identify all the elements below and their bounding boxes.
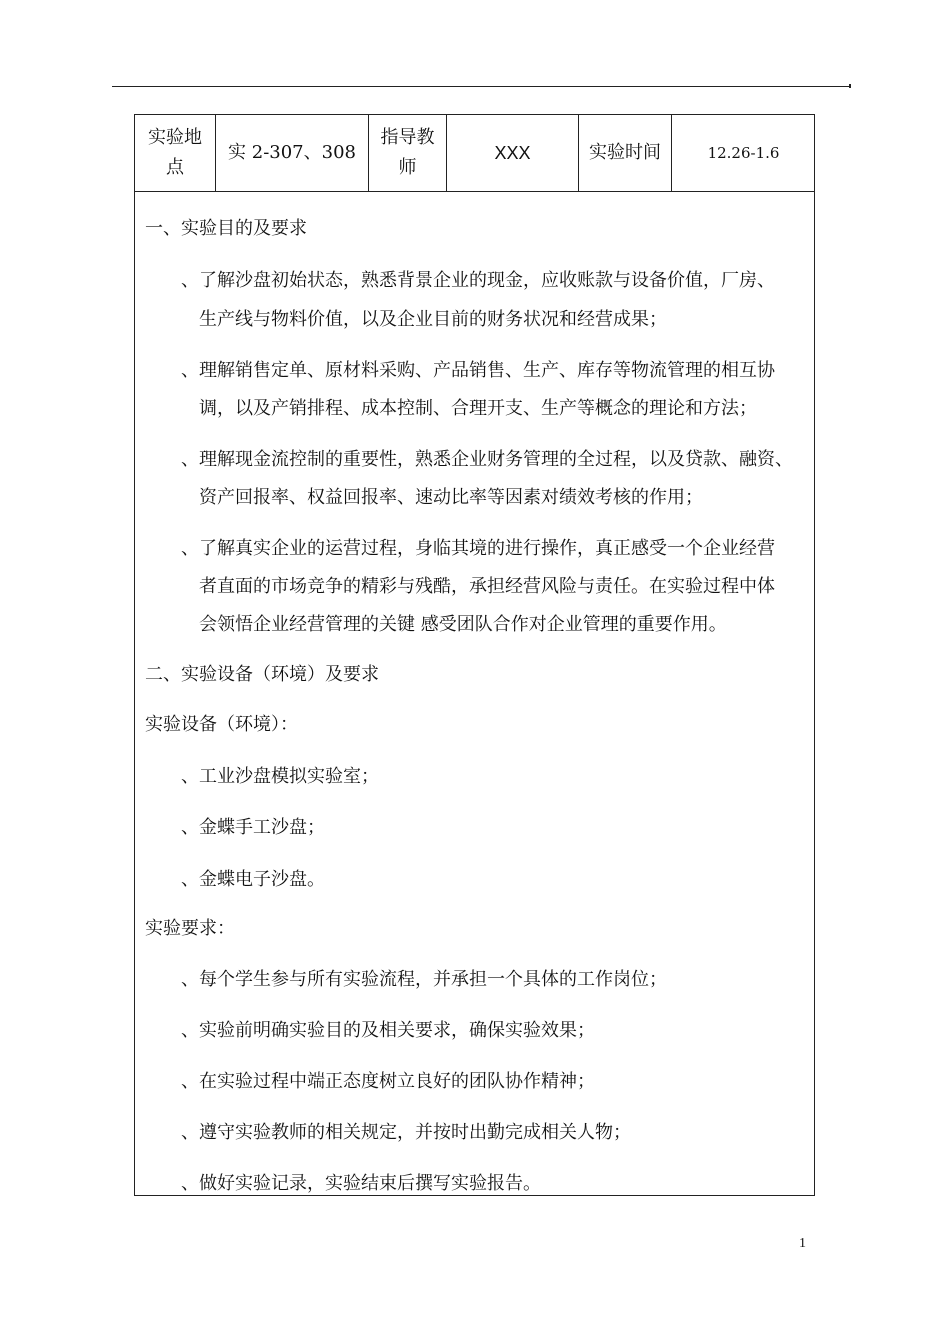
objective-1-line-1: 、了解沙盘初始状态，熟悉背景企业的现金，应收账款与设备价值，厂房、	[181, 270, 775, 291]
time-label: 实验时间	[589, 142, 661, 163]
equipment-item-2: 、金蝶手工沙盘；	[181, 817, 325, 838]
location-value: 实 2-307、308	[228, 142, 356, 163]
experiment-sheet	[134, 114, 815, 1196]
requirement-item-5: 、做好实验记录，实验结束后撰写实验报告。	[181, 1173, 541, 1194]
requirements-heading: 实验要求：	[145, 918, 235, 939]
requirement-item-1: 、每个学生参与所有实验流程，并承担一个具体的工作岗位；	[181, 969, 667, 990]
objective-2-line-2: 调，以及产销排程、成本控制、合理开支、生产等概念的理论和方法；	[199, 398, 757, 419]
section1-heading: 一、实验目的及要求	[145, 218, 307, 239]
instructor-label-cell	[369, 115, 447, 191]
time-value: 12.26-1.6	[707, 144, 780, 162]
section2-heading: 二、实验设备（环境）及要求	[145, 664, 379, 685]
equipment-heading: 实验设备（环境）：	[145, 714, 298, 735]
time-value-cell	[672, 115, 815, 191]
header-rule-tick	[849, 84, 851, 88]
time-label-cell	[579, 115, 672, 191]
instructor-value-cell	[447, 115, 579, 191]
location-label-cell	[135, 115, 216, 191]
objective-3-line-1: 、理解现金流控制的重要性，熟悉企业财务管理的全过程，以及贷款、融资、	[181, 449, 793, 470]
objective-4-line-3: 会领悟企业经营管理的关键 感受团队合作对企业管理的重要作用。	[199, 614, 727, 635]
objective-1-line-2: 生产线与物料价值，以及企业目前的财务状况和经营成果；	[199, 309, 667, 330]
equipment-item-3: 、金蝶电子沙盘。	[181, 869, 325, 890]
page-number: 1	[799, 1236, 806, 1251]
location-value-cell	[216, 115, 369, 191]
equipment-item-1: 、工业沙盘模拟实验室；	[181, 766, 379, 787]
location-label: 实验地点	[148, 127, 202, 178]
requirement-item-4: 、遵守实验教师的相关规定，并按时出勤完成相关人物；	[181, 1122, 631, 1143]
objective-3-line-2: 资产回报率、权益回报率、速动比率等因素对绩效考核的作用；	[199, 487, 703, 508]
header-rule	[112, 86, 851, 87]
objective-4-line-2: 者直面的市场竞争的精彩与残酷，承担经营风险与责任。在实验过程中体	[199, 576, 775, 597]
instructor-label: 指导教师	[380, 127, 435, 178]
instructor-value: XXX	[494, 143, 531, 163]
requirement-item-3: 、在实验过程中端正态度树立良好的团队协作精神；	[181, 1071, 595, 1092]
requirement-item-2: 、实验前明确实验目的及相关要求，确保实验效果；	[181, 1020, 595, 1041]
objective-4-line-1: 、了解真实企业的运营过程，身临其境的进行操作，真正感受一个企业经营	[181, 538, 775, 559]
objective-2-line-1: 、理解销售定单、原材料采购、产品销售、生产、库存等物流管理的相互协	[181, 360, 775, 381]
info-row	[135, 115, 814, 192]
